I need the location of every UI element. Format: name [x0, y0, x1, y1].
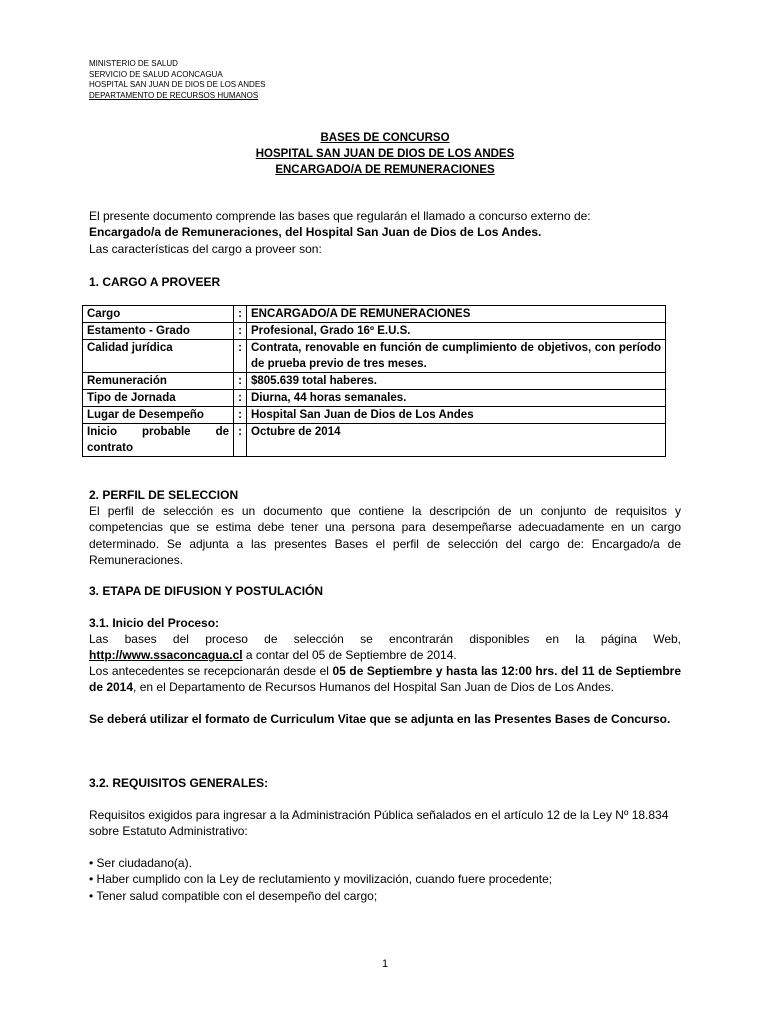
cargo-table	[82, 305, 666, 457]
row-sep: :	[234, 424, 247, 457]
title-line-1: BASES DE CONCURSO	[320, 132, 450, 144]
para-text: , en el Departamento de Recursos Humanos del Hospital San Juan de Dios de Los Andes.	[133, 680, 614, 695]
department-line: DEPARTAMENTO DE RECURSOS HUMANOS	[89, 90, 259, 100]
row-value: Profesional, Grado 16º E.U.S.	[247, 323, 666, 340]
section-3-1-para-1	[89, 631, 681, 664]
para-text: Los antecedentes se recepcionarán desde el	[89, 664, 333, 678]
table-row	[83, 390, 666, 407]
section-3-2-intro: Requisitos exigidos para ingresar a la Administración Pública señalados en el artículo 12 de la Ley Nº 18.834 sobre Estatuto Administrativo:	[89, 808, 669, 839]
section-2-heading: 2. PERFIL DE SELECCION	[89, 488, 239, 502]
section-3-1-para-2	[89, 663, 681, 696]
section-3-1-heading: 3.1. Inicio del Proceso:	[89, 616, 220, 630]
row-key: Remuneración	[83, 373, 234, 390]
row-value: ENCARGADO/A DE REMUNERACIONES	[247, 306, 666, 323]
row-value: Contrata, renovable en función de cumplimiento de objetivos, con período de prueba previo de tres meses.	[247, 340, 666, 373]
row-sep: :	[234, 323, 247, 340]
table-row	[83, 340, 666, 373]
requirements-list	[89, 855, 681, 904]
intro-text-2: Las características del cargo a proveer son:	[89, 241, 322, 256]
row-key: Estamento - Grado	[83, 323, 234, 340]
section-3-heading: 3. ETAPA DE DIFUSION Y POSTULACIÓN	[89, 584, 324, 598]
row-sep: :	[234, 306, 247, 323]
row-key: Lugar de Desempeño	[83, 407, 234, 424]
row-key: Calidad jurídica	[83, 340, 234, 373]
hospital-line: HOSPITAL SAN JUAN DE DIOS DE LOS ANDES	[89, 80, 266, 90]
table-row	[83, 323, 666, 340]
intro-paragraph	[89, 208, 681, 257]
page-number: 1	[381, 958, 389, 970]
section-3-2-heading: 3.2. REQUISITOS GENERALES:	[89, 776, 269, 790]
section-3-1-para-3: Se deberá utilizar el formato de Curriculum Vitae que se adjunta en las Presentes Bases de Concurso.	[89, 712, 671, 726]
section-1-heading: 1. CARGO A PROVEER	[89, 275, 221, 289]
para-text: Las bases del proceso de selección se encontrarán disponibles en la página Web,	[89, 632, 681, 646]
intro-text: El presente documento comprende las bases que regularán el llamado a concurso externo de:	[89, 209, 591, 223]
intro-bold: Encargado/a de Remuneraciones, del Hospital San Juan de Dios de Los Andes.	[89, 225, 542, 240]
row-key-line-2: contrato	[87, 442, 133, 454]
row-key: Tipo de Jornada	[83, 390, 234, 407]
list-item: • Tener salud compatible con el desempeño del cargo;	[89, 888, 378, 903]
row-sep: :	[234, 407, 247, 424]
table-row	[83, 306, 666, 323]
section-2-body: El perfil de selección es un documento que contiene la descripción de un conjunto de requisitos y competencias que se estima debe tener una persona para desempeñarse adecuadamente en un cargo determinado. Se adjunta a las presentes Bases el perfil de selección del cargo de: Encargado/a de Remuneraciones.	[89, 504, 681, 567]
row-value: Octubre de 2014	[247, 424, 666, 457]
row-value: Diurna, 44 horas semanales.	[247, 390, 666, 407]
row-key	[83, 424, 234, 457]
document-title	[0, 130, 770, 178]
row-value: $805.639 total haberes.	[247, 373, 666, 390]
row-key-line-1: Inicio probable de	[87, 426, 229, 438]
table-row	[83, 407, 666, 424]
title-line-2: HOSPITAL SAN JUAN DE DIOS DE LOS ANDES	[255, 148, 515, 160]
institution-header	[89, 59, 266, 101]
list-item: • Ser ciudadano(a).	[89, 856, 192, 870]
row-key: Cargo	[83, 306, 234, 323]
ministry-line: MINISTERIO DE SALUD	[89, 59, 178, 68]
list-item: • Haber cumplido con la Ley de reclutamiento y movilización, cuando fuere procedente;	[89, 872, 553, 887]
row-sep: :	[234, 373, 247, 390]
title-line-3: ENCARGADO/A DE REMUNERACIONES	[275, 164, 495, 176]
table-row	[83, 373, 666, 390]
date-range: 05 de Septiembre y hasta las 12:00 hrs. del 11 de Septiembre de 2014	[89, 664, 682, 695]
row-sep: :	[234, 390, 247, 407]
row-sep: :	[234, 340, 247, 373]
website-link[interactable]: http://www.ssaconcagua.cl	[89, 648, 243, 663]
para-text: a contar del 05 de Septiembre de 2014.	[242, 648, 457, 663]
row-value: Hospital San Juan de Dios de Los Andes	[247, 407, 666, 424]
service-line: SERVICIO DE SALUD ACONCAGUA	[89, 69, 223, 79]
table-row	[83, 424, 666, 457]
